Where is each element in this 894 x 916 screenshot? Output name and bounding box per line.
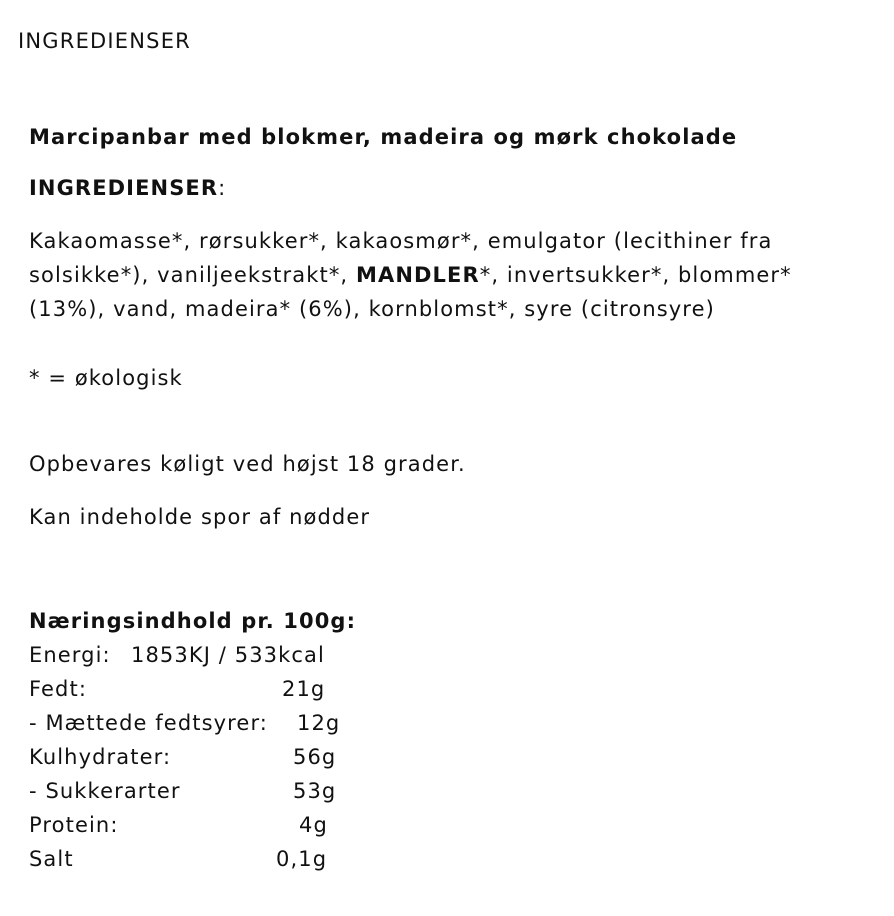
organic-note: * = økologisk	[29, 366, 183, 390]
storage-instructions: Opbevares køligt ved højst 18 grader.	[29, 452, 466, 476]
nutrition-label: - Sukkerarter	[29, 779, 181, 803]
nutrition-row-carbohydrates	[29, 740, 356, 774]
nutrition-table	[29, 604, 356, 876]
allergen-note: Kan indeholde spor af nødder	[29, 505, 371, 529]
ingredients-line-2-pre: solsikke*), vaniljeekstrakt*,	[29, 263, 356, 287]
ingredients-heading	[29, 171, 226, 205]
product-title: Marcipanbar med blokmer, madeira og mørk chokolade	[29, 125, 738, 149]
nutrition-value: 4g	[299, 813, 328, 837]
nutrition-value: 53g	[293, 779, 337, 803]
ingredients-list	[29, 224, 792, 326]
ingredients-line-2-post: *, invertsukker*, blommer*	[479, 263, 792, 287]
nutrition-value: 0,1g	[276, 847, 328, 871]
page-heading: INGREDIENSER	[18, 29, 191, 53]
nutrition-label: Energi:	[29, 643, 111, 667]
nutrition-row-salt	[29, 842, 356, 876]
ingredients-line-3: (13%), vand, madeira* (6%), kornblomst*, syre (citronsyre)	[29, 297, 715, 321]
ingredients-line-1: Kakaomasse*, rørsukker*, kakaosmør*, emulgator (lecithiner fra	[29, 229, 773, 253]
nutrition-label: Salt	[29, 847, 74, 871]
allergen-mandler: MANDLER	[355, 263, 480, 287]
ingredients-heading-colon: :	[218, 176, 227, 200]
nutrition-label: Fedt:	[29, 677, 87, 701]
nutrition-value: 1853KJ / 533kcal	[131, 643, 325, 667]
nutrition-row-saturated-fat	[29, 706, 356, 740]
nutrition-row-fat	[29, 672, 356, 706]
nutrition-value: 12g	[297, 711, 341, 735]
nutrition-value: 21g	[282, 677, 326, 701]
nutrition-row-protein	[29, 808, 356, 842]
ingredients-heading-label: INGREDIENSER	[29, 176, 219, 200]
nutrition-label: Protein:	[29, 813, 119, 837]
nutrition-label: - Mættede fedtsyrer:	[29, 711, 268, 735]
nutrition-heading: Næringsindhold pr. 100g:	[29, 609, 357, 633]
nutrition-row-sugars	[29, 774, 356, 808]
nutrition-value: 56g	[293, 745, 337, 769]
nutrition-row-energy	[29, 638, 356, 672]
nutrition-label: Kulhydrater:	[29, 745, 172, 769]
ingredients-line-2	[29, 258, 792, 292]
